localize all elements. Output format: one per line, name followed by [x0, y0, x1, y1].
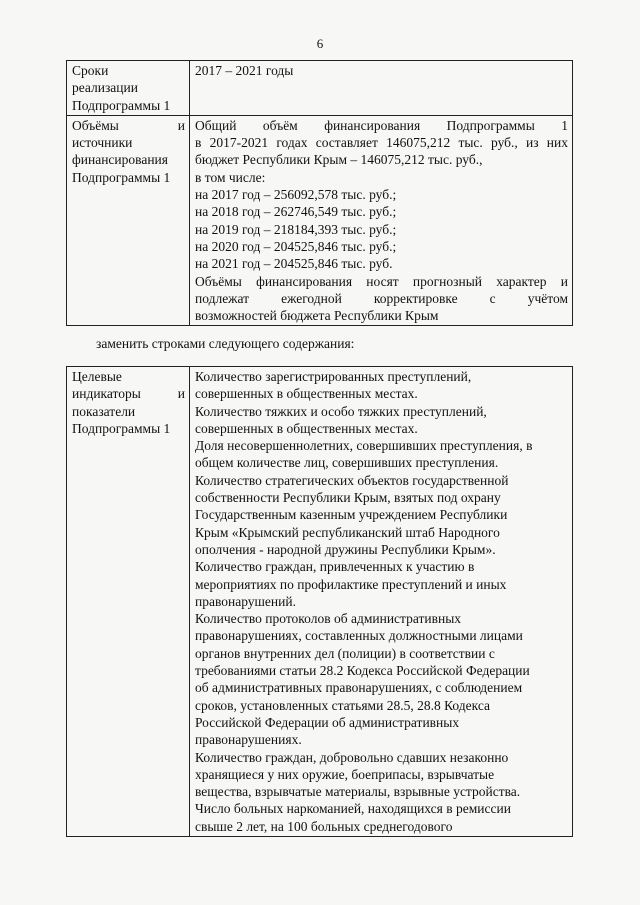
value-line: органов внутренних дел (полиции) в соответствии с — [195, 645, 495, 661]
value-line: подлежат ежегодной корректировке с учётом — [195, 290, 568, 306]
value-line: на 2019 год – 218184,393 тыс. руб.; — [195, 221, 397, 237]
table-target-indicators — [66, 366, 573, 837]
label-line: Подпрограммы 1 — [72, 169, 171, 185]
row-value-terms — [190, 61, 573, 116]
table-row — [67, 115, 573, 326]
label-word: и — [177, 117, 185, 133]
value-line: в 2017-2021 годах составляет 146075,212 тыс. руб., из них — [195, 135, 568, 151]
value-line: бюджет Республики Крым – 146075,212 тыс. руб., — [195, 152, 483, 168]
label-line: финансирования — [72, 152, 168, 168]
row-label-terms — [67, 61, 190, 116]
value-line: Количество граждан, привлеченных к участию в — [195, 559, 475, 575]
label-line — [72, 385, 185, 402]
value-line: на 2017 год – 256092,578 тыс. руб.; — [195, 187, 397, 203]
value-line: ополчения - народной дружины Республики Крым». — [195, 541, 496, 557]
label-word: Объёмы — [72, 117, 119, 133]
value-line: Количество зарегистрированных преступлений, — [195, 369, 472, 384]
value-line: хранящиеся у них оружие, боеприпасы, взрывчатые — [195, 766, 495, 782]
row-label-indicators — [67, 367, 190, 837]
value-line: совершенных в общественных местах. — [195, 386, 418, 402]
value-line: в том числе: — [195, 169, 266, 185]
row-label-funding — [67, 115, 190, 326]
value-line: мероприятиях по профилактике преступлений и иных — [195, 576, 507, 592]
table-row — [67, 367, 573, 837]
value-line: на 2021 год – 204525,846 тыс. руб. — [195, 256, 393, 272]
value-line: Крым «Крымский республиканский штаб Народного — [195, 524, 500, 540]
label-line: реализации — [72, 80, 138, 96]
value-line: Количество граждан, добровольно сдавших незаконно — [195, 749, 509, 765]
value-line: Доля несовершеннолетних, совершивших преступления, в — [195, 438, 533, 454]
value-line: правонарушениях, составленных должностными лицами — [195, 628, 523, 644]
value-line: вещества, взрывчатые материалы, взрывные устройства. — [195, 784, 521, 800]
value-line: сроков, установленных статьями 28.5, 28.8 Кодекса — [195, 697, 490, 713]
value-line: общем количестве лиц, совершивших преступления. — [195, 455, 499, 471]
label-word: индикаторы — [72, 386, 141, 402]
value-line: об административных правонарушениях, с соблюдением — [195, 680, 523, 696]
value-line: правонарушений. — [195, 593, 296, 609]
value-line: Число больных наркоманией, находящихся в ремиссии — [195, 801, 511, 817]
value-line: возможностей бюджета Республики Крым — [195, 308, 439, 324]
label-word: и — [177, 386, 185, 402]
value-line: собственности Республики Крым, взятых под охрану — [195, 490, 501, 506]
value-line: Количество протоколов об административных — [195, 611, 462, 627]
label-line: источники — [72, 135, 133, 151]
table-subprogram-terms — [66, 60, 573, 326]
value-line: совершенных в общественных местах. — [195, 420, 418, 436]
value-line: Российской Федерации об административных — [195, 714, 460, 730]
value-line: свыше 2 лет, на 100 больных среднегодового — [195, 818, 453, 834]
label-line: Подпрограммы 1 — [72, 420, 171, 436]
value-line: требованиями статьи 28.2 Кодекса Российской Федерации — [195, 663, 530, 679]
value-line: 2017 – 2021 годы — [195, 63, 294, 78]
value-line: Количество стратегических объектов государственной — [195, 472, 509, 488]
value-line: Количество тяжких и особо тяжких преступлений, — [195, 403, 487, 419]
label-line: Целевые — [72, 369, 122, 384]
table-row — [67, 61, 573, 116]
value-line: Государственным казенным учреждением Республики — [195, 507, 508, 523]
label-line: показатели — [72, 403, 136, 419]
label-line: Подпрограммы 1 — [72, 97, 171, 113]
value-line: Общий объём финансирования Подпрограммы 1 — [195, 117, 568, 133]
value-line: на 2020 год – 204525,846 тыс. руб.; — [195, 238, 397, 254]
page-number: 6 — [316, 36, 324, 51]
value-line: Объёмы финансирования носят прогнозный характер и — [195, 273, 568, 289]
replace-instruction: заменить строками следующего содержания: — [96, 336, 355, 351]
label-line: Сроки — [72, 63, 109, 78]
value-line: правонарушениях. — [195, 732, 302, 748]
value-line: на 2018 год – 262746,549 тыс. руб.; — [195, 204, 397, 220]
row-value-indicators — [190, 367, 573, 837]
label-line — [72, 117, 185, 134]
row-value-funding — [190, 115, 573, 326]
